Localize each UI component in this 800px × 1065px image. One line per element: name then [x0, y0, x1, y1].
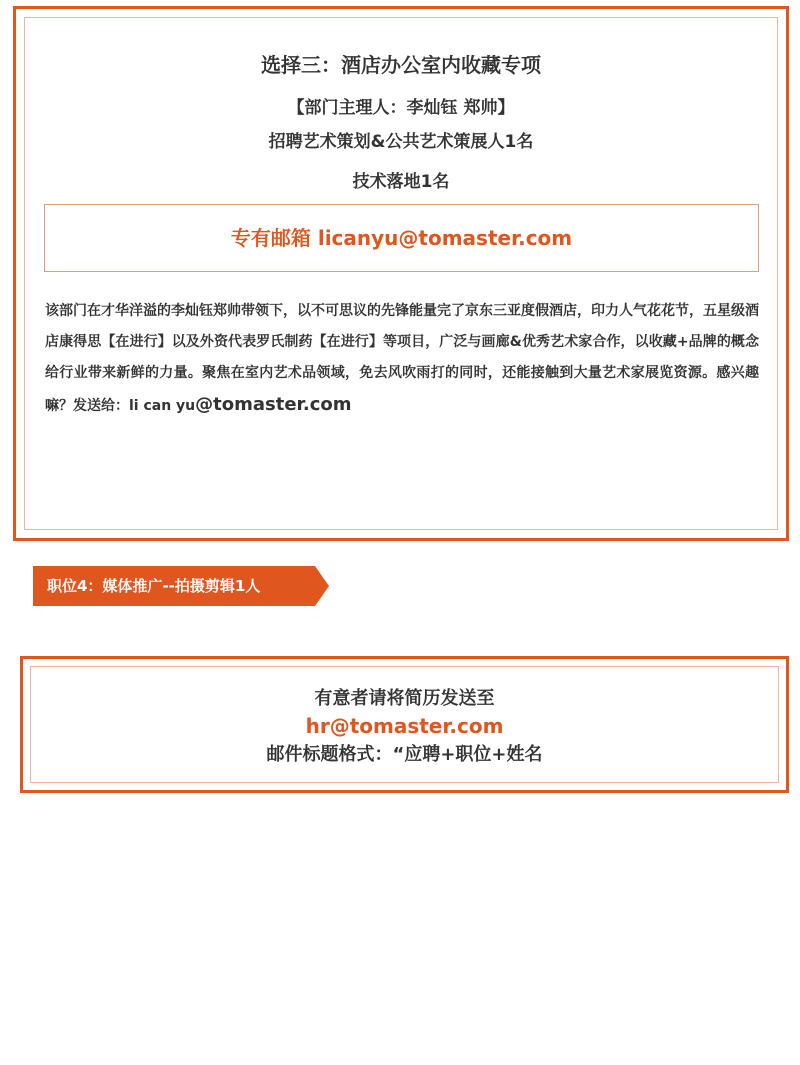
recruit-line: 招聘艺术策划&公共艺术策展人1名 [268, 132, 534, 152]
position-tag-label: 职位4：媒体推广--拍摄剪辑1人 [47, 577, 261, 595]
subject-format: 邮件标题格式：“应聘+职位+姓名 [266, 744, 543, 765]
description-email: @tomaster.com [195, 394, 352, 415]
contact-email: hr@tomaster.com [305, 714, 504, 738]
position-tag [33, 566, 329, 606]
dedicated-email-box [44, 204, 759, 272]
option-card [13, 6, 789, 541]
contact-instruction: 有意者请将简历发送至 [314, 688, 495, 709]
contact-card [20, 656, 789, 793]
dedicated-email-text: 专有邮箱 licanyu@tomaster.com [230, 226, 573, 250]
department-description [45, 296, 759, 422]
contact-card-inner-border [30, 666, 779, 783]
option-title: 选择三：酒店办公室内收藏专项 [261, 53, 541, 77]
department-lead: 【部门主理人：李灿钰 郑帅】 [287, 98, 515, 118]
tech-line: 技术落地1名 [352, 172, 450, 192]
option-card-inner-border [24, 17, 778, 530]
description-text: 该部门在才华洋溢的李灿钰郑帅带领下，以不可思议的先锋能量完了京东三亚度假酒店，印力人气花花节，五星级酒店康得思【在进行】以及外资代表罗氏制药【在进行】等项目，广泛与画廊&优秀艺术家合作，以收藏+品牌的概念给行业带来新鲜的力量。聚焦在室内艺术品领域，免去风吹雨打的同时，还能接触到大量艺术家展览资源。感兴趣嘛？发送给：li can yu [45, 303, 759, 414]
